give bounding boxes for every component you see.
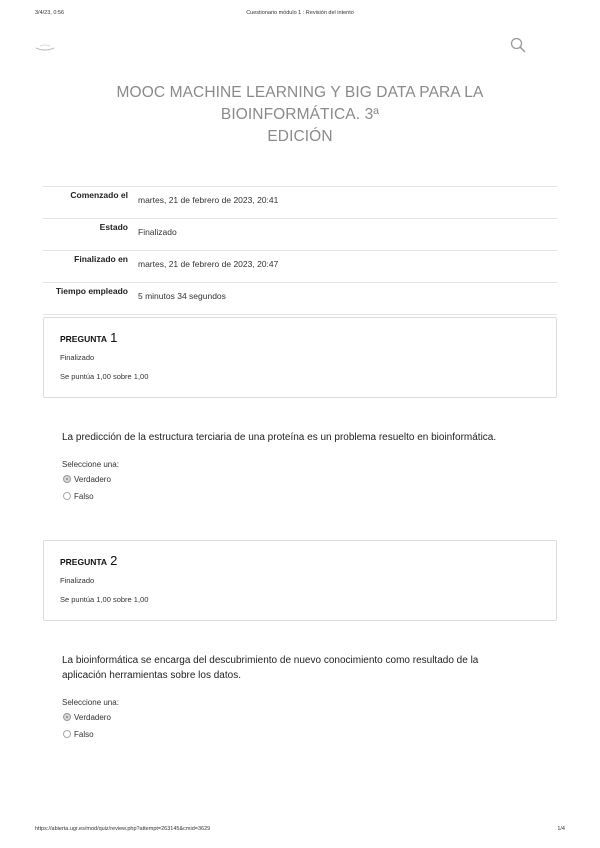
state-label: Estado — [43, 219, 138, 251]
summary-row-finished — [43, 251, 557, 283]
question-label: PREGUNTA — [60, 334, 108, 344]
time-label: Tiempo empleado — [43, 283, 138, 315]
question-number: 2 — [110, 553, 118, 568]
question-grade: Se puntúa 1,00 sobre 1,00 — [60, 595, 149, 604]
question-heading — [60, 330, 117, 345]
print-date: 3/4/23, 0:56 — [35, 10, 65, 16]
option-verdadero-1[interactable] — [63, 475, 111, 485]
select-prompt-2: Seleccione una: — [62, 698, 119, 707]
state-value: Finalizado — [138, 219, 557, 251]
option-label: Falso — [74, 730, 94, 739]
search-icon[interactable] — [510, 37, 526, 53]
question-info-2 — [43, 540, 557, 621]
summary-row-state — [43, 219, 557, 251]
print-page-number: 1/4 — [557, 826, 565, 832]
option-label: Falso — [74, 492, 94, 501]
logo-icon[interactable] — [34, 40, 56, 52]
question-text-1: La predicción de la estructura terciaria de una proteína es un problema resuelto en bioinformática. — [62, 432, 497, 443]
finished-value: martes, 21 de febrero de 2023, 20:47 — [138, 251, 557, 283]
question-label: PREGUNTA — [60, 557, 108, 567]
course-title — [50, 82, 550, 148]
question-info-1 — [43, 317, 557, 398]
print-footer — [0, 826, 600, 836]
finished-label: Finalizado en — [43, 251, 138, 283]
print-title: Cuestionario módulo 1 : Revisión del intento — [246, 10, 354, 16]
course-title-line2: EDICIÓN — [267, 128, 333, 145]
option-verdadero-2[interactable] — [63, 713, 111, 723]
time-value: 5 minutos 34 segundos — [138, 283, 557, 315]
started-value: martes, 21 de febrero de 2023, 20:41 — [138, 187, 557, 219]
option-label: Verdadero — [74, 475, 111, 484]
question-state: Finalizado — [60, 353, 95, 362]
radio-unselected[interactable] — [63, 492, 71, 500]
radio-unselected[interactable] — [63, 730, 71, 738]
summary-row-started — [43, 187, 557, 219]
option-falso-1[interactable] — [63, 492, 94, 502]
summary-row-time — [43, 283, 557, 315]
option-falso-2[interactable] — [63, 730, 94, 740]
started-label: Comenzado el — [43, 187, 138, 219]
question-text-2: La bioinformática se encarga del descubrimiento de nuevo conocimiento como resultado de la aplicación herramientas sobre los datos. — [62, 655, 479, 681]
course-title-line1: MOOC MACHINE LEARNING Y BIG DATA PARA LA BIOINFORMÁTICA. 3ª — [116, 84, 484, 123]
question-number: 1 — [110, 330, 118, 345]
option-label: Verdadero — [74, 713, 111, 722]
print-header — [0, 10, 600, 20]
print-url[interactable]: https://abierta.ugr.es/mod/quiz/review.php?attempt=263145&cmid=3629 — [35, 826, 211, 832]
radio-selected[interactable] — [63, 713, 71, 721]
select-prompt-1: Seleccione una: — [62, 460, 119, 469]
question-grade: Se puntúa 1,00 sobre 1,00 — [60, 372, 149, 381]
question-state: Finalizado — [60, 576, 95, 585]
question-heading — [60, 553, 117, 568]
radio-selected[interactable] — [63, 475, 71, 483]
